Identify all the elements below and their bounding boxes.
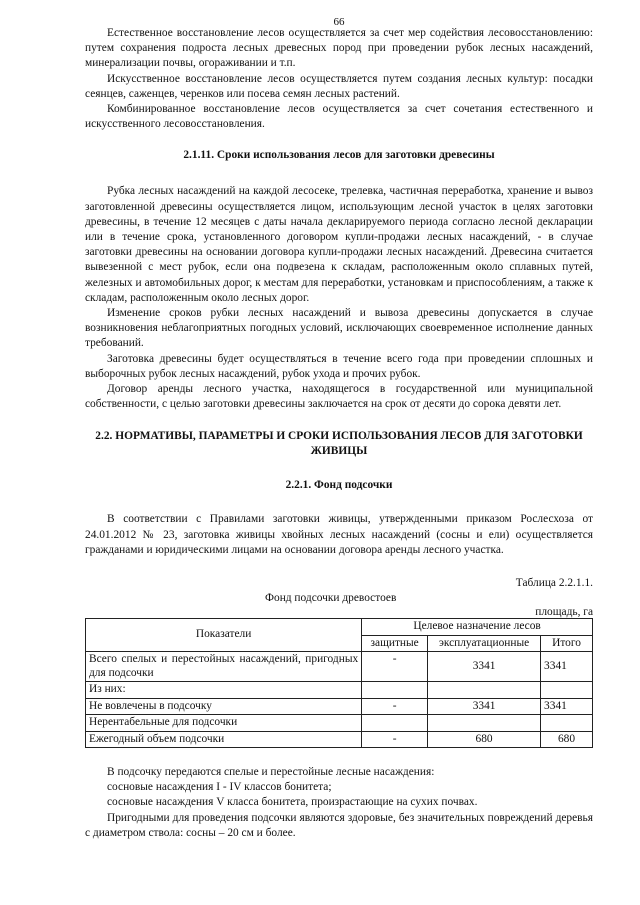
cell-protective: - (362, 731, 428, 748)
page-number: 66 (333, 16, 345, 28)
row-label: Из них: (86, 682, 362, 699)
section-2-1-11-paragraph-4: Договор аренды лесного участка, находящегося в государственной или муниципальной собственности, с целью заготовки древесины заключается на срок от десяти до сорока девяти лет. (85, 383, 593, 411)
section-2-1-11-heading: 2.1.11. Сроки использования лесов для заготовки древесины (183, 149, 495, 162)
table-row (86, 698, 593, 715)
section-2-1-11-paragraph-2: Изменение сроков рубки лесных насаждений и вывоза древесины допускается в случае возникновения неблагоприятных погодных условий, исключающих своевременное исполнение данных требований. (85, 307, 593, 350)
cell-total (541, 682, 593, 699)
table-row (86, 731, 593, 748)
table-header-row (86, 619, 593, 636)
table-unit: площадь, га (535, 606, 593, 619)
cell-protective: - (362, 652, 428, 682)
after-table-paragraph-3: сосновые насаждения V класса бонитета, произрастающие на сухих почвах. (107, 796, 478, 809)
table-row (86, 682, 593, 699)
cell-protective (362, 715, 428, 732)
table-label: Таблица 2.2.1.1. (515, 577, 593, 590)
table-row (86, 652, 593, 682)
row-label: Всего спелых и перестойных насаждений, пригодных для подсочки (86, 652, 362, 682)
cell-protective: - (362, 698, 428, 715)
cell-protective (362, 682, 428, 699)
header-col-exploitation: эксплуатационные (428, 635, 541, 652)
cell-total: 680 (541, 731, 593, 748)
podsochka-fund-table (85, 618, 593, 748)
row-label: Не вовлечены в подсочку (86, 698, 362, 715)
cell-total (541, 715, 593, 732)
intro-paragraph-3: Комбинированное восстановление лесов осуществляется за счет сочетания естественного и искусственного лесовосстановления. (85, 103, 593, 131)
section-2-2-1-paragraph: В соответствии с Правилами заготовки живицы, утвержденными приказом Рослесхоза от 24.01.2012 № 23, заготовка живицы хвойных лесных насаждений (сосны и ели) осуществляется гражданами и юридическими лицами на основании договора аренды лесного участка. (85, 513, 593, 556)
cell-exploitation: 680 (428, 731, 541, 748)
after-table-paragraph-1: В подсочку передаются спелые и перестойные лесные насаждения: (107, 766, 435, 779)
header-group: Целевое назначение лесов (362, 619, 593, 636)
header-col-total: Итого (541, 635, 593, 652)
cell-exploitation: 3341 (428, 652, 541, 682)
cell-exploitation (428, 715, 541, 732)
after-table-paragraph-2: сосновые насаждения I - IV классов бонитета; (107, 781, 332, 794)
cell-total: 3341 (541, 698, 593, 715)
after-table-paragraph-4: Пригодными для проведения подсочки являются здоровые, без значительных повреждений деревья с диаметром ствола: сосны – 20 см и более. (85, 811, 593, 839)
section-2-2-heading: 2.2. НОРМАТИВЫ, ПАРАМЕТРЫ И СРОКИ ИСПОЛЬЗОВАНИЯ ЛЕСОВ ДЛЯ ЗАГОТОВКИ ЖИВИЦЫ (95, 430, 583, 458)
intro-paragraph-2: Искусственное восстановление лесов осуществляется путем создания лесных культур: посадки сеянцев, саженцев, черенков или посева семян лесных растений. (85, 72, 593, 100)
section-2-1-11-paragraph-3: Заготовка древесины будет осуществляться в течение всего года при проведении сплошных и выборочных рубок лесных насаждений, рубок ухода и прочих рубок. (85, 352, 593, 380)
table-row (86, 715, 593, 732)
cell-exploitation (428, 682, 541, 699)
header-col-protective: защитные (362, 635, 428, 652)
row-label: Нерентабельные для подсочки (86, 715, 362, 732)
cell-exploitation: 3341 (428, 698, 541, 715)
section-2-1-11-paragraph-1: Рубка лесных насаждений на каждой лесосеке, трелевка, частичная переработка, хранение и вывоз заготовленной древесины осуществляется лицом, использующим лесной участок в целях заготовки древесины, в течение 12 месяцев с даты начала декларируемого периода согласно лесной декларации или в течение срока, установленного договором купли-продажи лесных насаждений, - в случае заготовки древесины на основании договора купли-продажи лесных насаждений. Древесина считается вывезенной с мест рубок, если она подвезена к складам, расположенным около сплавных путей, железных и автомобильных дорог, к местам для переработки, установкам и приспособлениям, а также к складам, расположенным около лесных дорог. (85, 185, 593, 304)
row-label: Ежегодный объем подсочки (86, 731, 362, 748)
table-caption: Фонд подсочки древостоев (265, 592, 397, 605)
header-indicator: Показатели (86, 619, 362, 652)
cell-total: 3341 (541, 652, 593, 682)
intro-paragraph-1: Естественное восстановление лесов осуществляется за счет мер содействия лесовосстановлению: путем сохранения подроста лесных древесных пород при проведении рубок лесных насаждений, минерализации почвы, огораживании и т.п. (85, 27, 593, 70)
section-2-2-1-heading: 2.2.1. Фонд подсочки (285, 479, 393, 492)
